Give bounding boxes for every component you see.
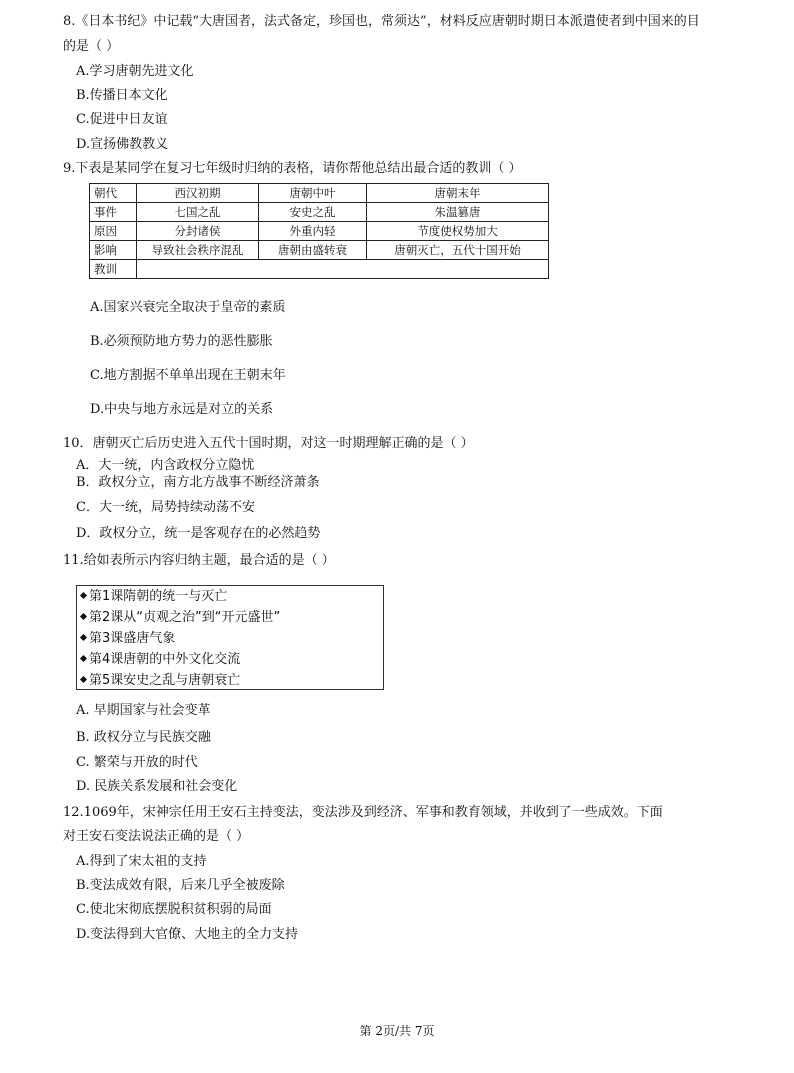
table-cell: 教训 [90, 260, 137, 279]
question-11-option-a: A. 早期国家与社会变革 [76, 703, 211, 718]
question-9-stem: 9.下表是某同学在复习七年级时归纳的表格，请你帮他总结出最合适的教训（ ） [63, 161, 522, 176]
box-item-label: 第4课唐朝的中外文化交流 [89, 652, 241, 667]
diamond-bullet-icon [80, 655, 87, 662]
table-cell-lesson-blank [137, 260, 549, 279]
table-cell: 唐朝由盛转衰 [259, 241, 367, 260]
page-number: 第 2页/共 7页 [359, 1024, 435, 1038]
question-9-option-b: B.必须预防地方势力的恶性膨胀 [90, 334, 273, 349]
question-12-stem-line1: 12.1069年，宋神宗任用王安石主持变法，变法涉及到经济、军事和教育领域，并收到了一些成效。下面 [63, 805, 663, 820]
question-12-option-b: B.变法成效有限，后来几乎全被废除 [76, 878, 285, 893]
table-row [90, 203, 549, 222]
diamond-bullet-icon [80, 634, 87, 641]
question-10-option-a: A．大一统，内含政权分立隐忧 [76, 458, 255, 473]
question-8-option-d: D.宣扬佛教教义 [76, 137, 169, 152]
question-8-stem-line1: 8.《日本书纪》中记载“大唐国者，法式备定，珍国也，常须达”，材料反应唐朝时期日本派遣使者到中国来的目 [63, 14, 700, 29]
table-cell: 唐朝末年 [367, 184, 549, 203]
question-9-option-c: C.地方割据不单单出现在王朝末年 [90, 368, 286, 383]
question-8-stem-line2: 的是（ ） [63, 39, 120, 54]
box-item [79, 652, 240, 668]
question-10-option-b: B．政权分立，南方北方战事不断经济萧条 [76, 475, 320, 490]
question-12-option-c: C.使北宋彻底摆脱积贫积弱的局面 [76, 902, 272, 917]
question-11-option-d: D. 民族关系发展和社会变化 [76, 779, 238, 794]
table-cell: 朝代 [90, 184, 137, 203]
table-cell: 节度使权势加大 [367, 222, 549, 241]
box-item-label: 第1课隋朝的统一与灭亡 [89, 589, 228, 604]
table-row [90, 222, 549, 241]
box-item-label: 第2课从“贞观之治”到“开元盛世” [89, 610, 281, 625]
table-row [90, 260, 549, 279]
question-10-stem: 10．唐朝灭亡后历史进入五代十国时期，对这一时期理解正确的是（ ） [63, 436, 474, 451]
table-cell: 事件 [90, 203, 137, 222]
box-item [79, 589, 227, 605]
question-11-option-c: C. 繁荣与开放的时代 [76, 755, 198, 770]
table-cell: 朱温篡唐 [367, 203, 549, 222]
table-cell: 原因 [90, 222, 137, 241]
question-12-option-d: D.变法得到大官僚、大地主的全力支持 [76, 927, 299, 942]
table-row [90, 241, 549, 260]
box-item [79, 673, 240, 689]
question-12-stem-line2: 对王安石变法说法正确的是（ ） [63, 829, 250, 844]
question-11-content-box [76, 585, 384, 690]
table-cell: 外重内轻 [259, 222, 367, 241]
diamond-bullet-icon [80, 676, 87, 683]
question-10-option-c: C．大一统，局势持续动荡不安 [76, 500, 255, 515]
diamond-bullet-icon [80, 613, 87, 620]
question-10-option-d: D．政权分立，统一是客观存在的必然趋势 [76, 526, 321, 541]
box-item-label: 第3课盛唐气象 [89, 631, 176, 646]
question-8-option-b: B.传播日本文化 [76, 88, 168, 103]
question-8-option-c: C.促进中日友谊 [76, 112, 168, 127]
table-cell: 唐朝灭亡，五代十国开始 [367, 241, 549, 260]
table-cell: 唐朝中叶 [259, 184, 367, 203]
box-item [79, 610, 280, 626]
diamond-bullet-icon [80, 592, 87, 599]
table-row [90, 184, 549, 203]
box-item-label: 第5课安史之乱与唐朝衰亡 [89, 673, 241, 688]
table-cell: 西汉初期 [137, 184, 259, 203]
table-cell: 七国之乱 [137, 203, 259, 222]
table-cell: 安史之乱 [259, 203, 367, 222]
table-cell: 分封诸侯 [137, 222, 259, 241]
box-item [79, 631, 175, 647]
question-9-option-d: D.中央与地方永远是对立的关系 [90, 402, 274, 417]
question-12-option-a: A.得到了宋太祖的支持 [76, 854, 207, 869]
question-9-option-a: A.国家兴衰完全取决于皇帝的素质 [90, 300, 286, 315]
question-11-stem: 11.给如表所示内容归纳主题，最合适的是（ ） [63, 553, 335, 568]
question-11-option-b: B. 政权分立与民族交融 [76, 730, 211, 745]
table-cell: 导致社会秩序混乱 [137, 241, 259, 260]
question-9-table [89, 183, 549, 279]
question-8-option-a: A.学习唐朝先进文化 [76, 64, 194, 79]
table-cell: 影响 [90, 241, 137, 260]
